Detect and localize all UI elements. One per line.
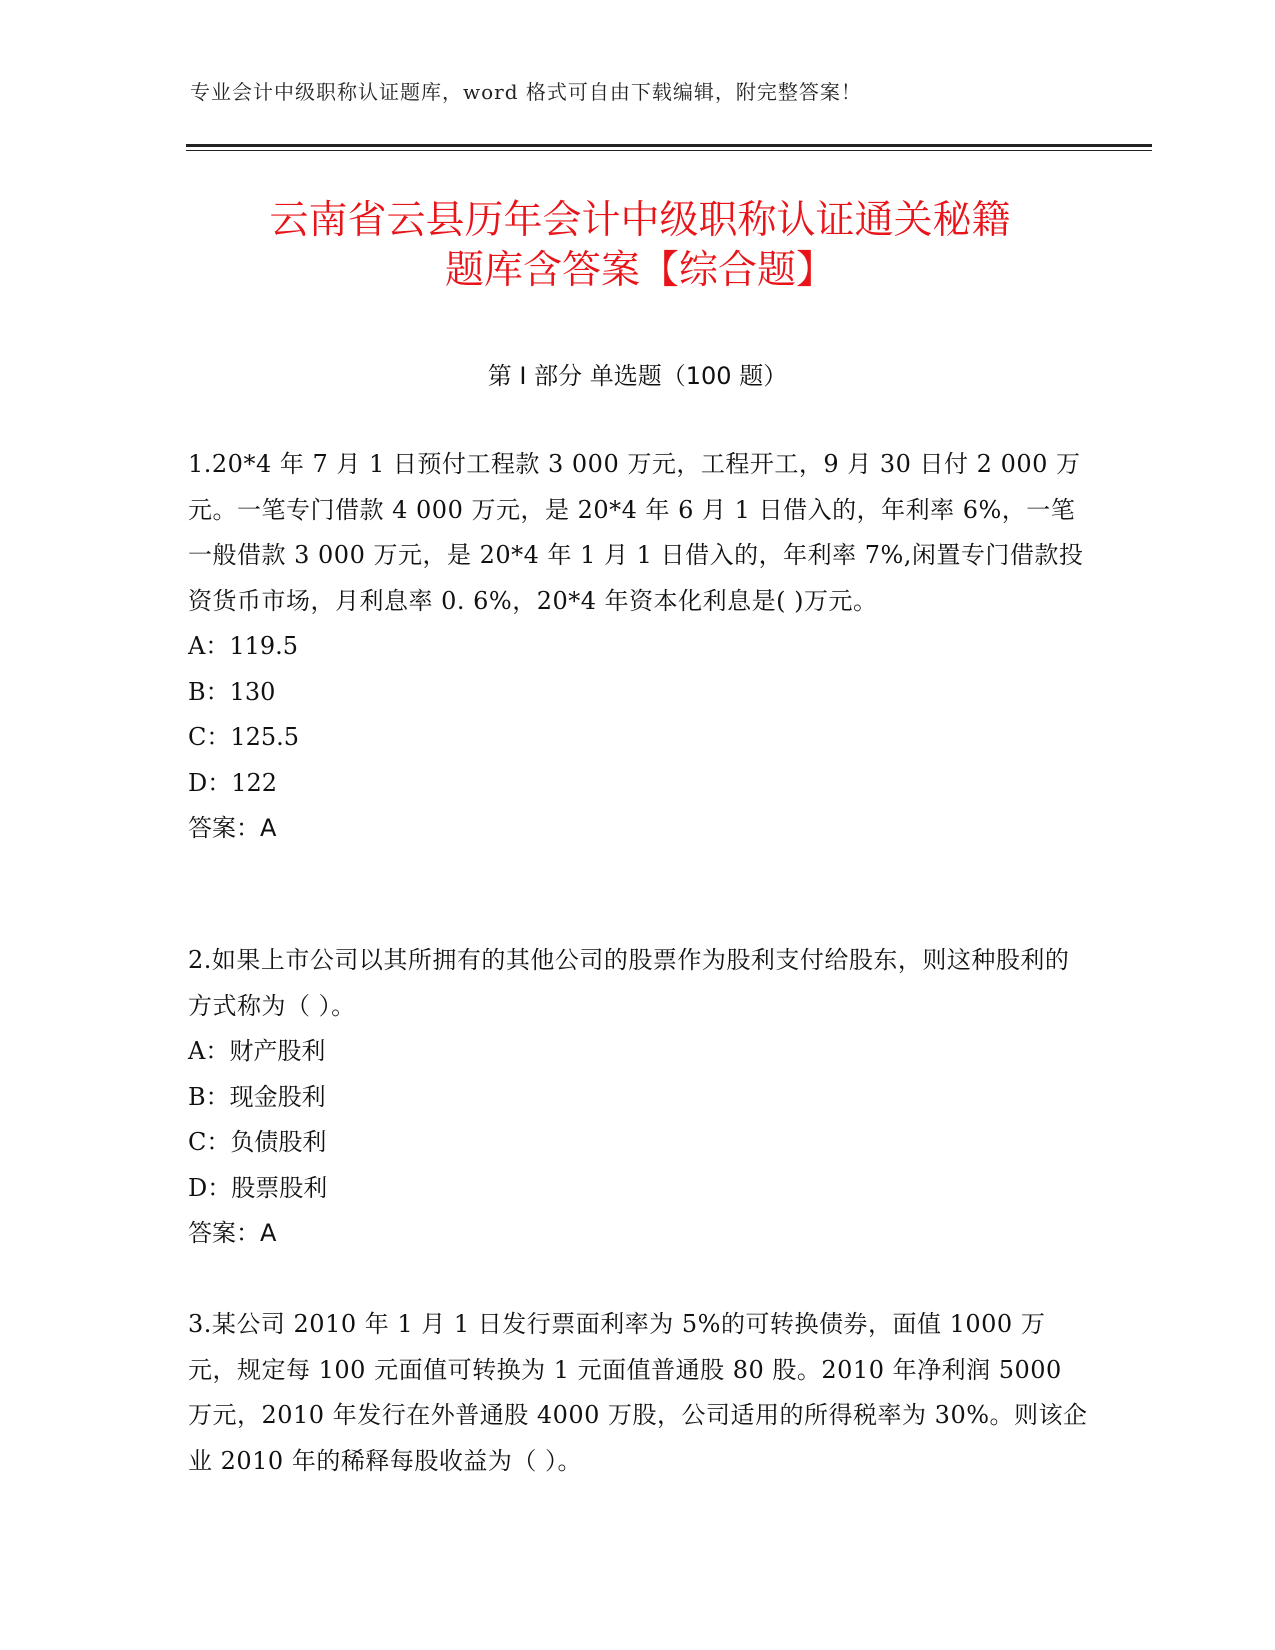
- option-b: B：现金股利: [188, 1082, 326, 1111]
- header-rule-thin: [186, 150, 1152, 151]
- option-d: D：122: [188, 768, 278, 797]
- option-d: D：股票股利: [188, 1173, 328, 1202]
- option-a: A：财产股利: [188, 1037, 326, 1065]
- header-note: 专业会计中级职称认证题库，word 格式可自由下载编辑，附完整答案！: [190, 80, 862, 104]
- document-title-line1: 云南省云县历年会计中级职称认证通关秘籍: [269, 198, 1011, 243]
- option-a: A：119.5: [188, 632, 299, 660]
- question-stem: 1.20*4 年 7 月 1 日预付工程款 3 000 万元，工程开工，9 月 30 日付 2 000 万元。一笔专门借款 4 000 万元，是 20*4 年 6 月 1 日借入的，年利率 6%，一笔一般借款 3 000 万元，是 20*4 年 1 月 1 日借入的，年利率 7%,闲置专门借款投资货币市场，月利息率 0. 6%，20*4 年资本化利息是( )万元。: [188, 450, 1084, 615]
- header-rule-thick: [186, 144, 1152, 147]
- document-title-line2: 题库含答案【综合题】: [444, 248, 835, 293]
- answer-line: 答案：A: [188, 814, 277, 842]
- section-title: 第 I 部分 单选题（100 题）: [487, 362, 788, 390]
- answer-line: 答案：A: [188, 1219, 277, 1247]
- question-stem: 2.如果上市公司以其所拥有的其他公司的股票作为股利支付给股东，则这种股利的方式称为（ ）。: [188, 946, 1070, 1020]
- option-c: C：负债股利: [188, 1128, 327, 1156]
- document-title: [170, 196, 1110, 296]
- question-2: [188, 938, 1088, 1257]
- question-1: [188, 442, 1088, 852]
- question-stem: 3.某公司 2010 年 1 月 1 日发行票面利率为 5%的可转换债券，面值 1000 万元，规定每 100 元面值可转换为 1 元面值普通股 80 股。2010 年净利润 5000 万元，2010 年发行在外普通股 4000 万股，公司适用的所得税率为 30%。则该企业 2010 年的稀释每股收益为（ ）。: [188, 1310, 1088, 1475]
- option-c: C：125.5: [188, 723, 300, 751]
- question-3: [188, 1302, 1088, 1484]
- option-b: B：130: [188, 677, 276, 706]
